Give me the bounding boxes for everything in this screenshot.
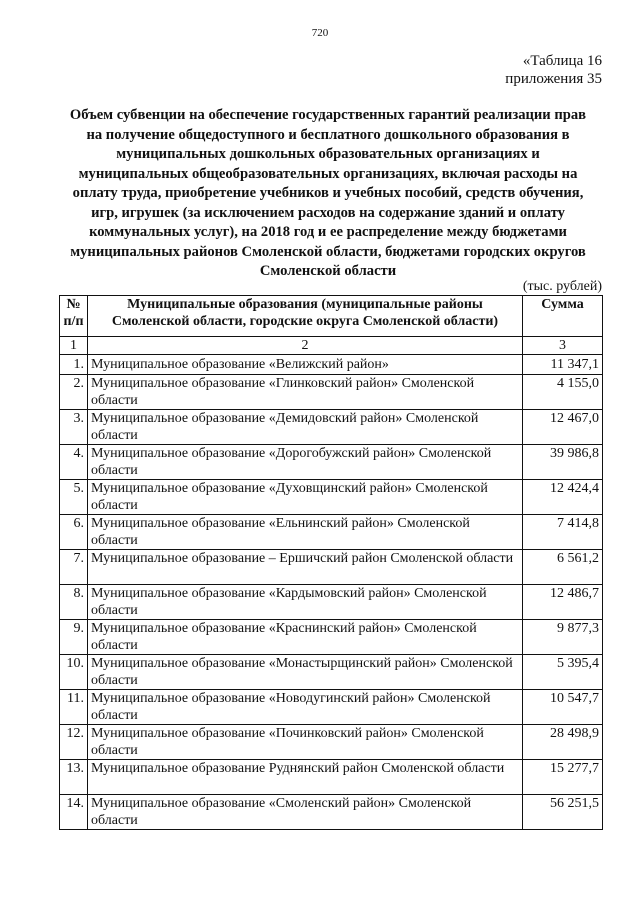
header-municipality-line: Муниципальные образования (муниципальные районы [127,297,483,312]
table-row [60,585,603,620]
title-line: коммунальных услуг), на 2018 год и ее распределение между бюджетами [89,224,567,240]
row-sum: 12 486,7 [523,585,603,620]
column-index-row [60,337,603,355]
table-row [60,655,603,690]
row-municipality: Муниципальное образование «Краснинский район» Смоленской области [88,620,523,655]
units-label: (тыс. рублей) [522,279,602,294]
table-row [60,620,603,655]
page-number: 720 [311,27,329,39]
row-sum: 4 155,0 [523,375,603,410]
row-sum: 39 986,8 [523,445,603,480]
row-number: 10. [60,655,88,690]
header-municipality [88,296,523,337]
header-sum: Сумма [523,296,603,337]
header-number-sign: № [66,297,81,312]
table-row [60,795,603,830]
row-number: 5. [60,480,88,515]
appendix-reference [505,52,602,88]
row-sum: 7 414,8 [523,515,603,550]
appendix-table-label: «Таблица 16 [522,53,602,69]
header-number-abbr: п/п [63,314,84,329]
row-number: 11. [60,690,88,725]
table-row [60,690,603,725]
row-number: 8. [60,585,88,620]
row-municipality: Муниципальное образование «Кардымовский район» Смоленской области [88,585,523,620]
table-row [60,355,603,375]
row-sum: 10 547,7 [523,690,603,725]
row-municipality: Муниципальное образование «Ельнинский район» Смоленской области [88,515,523,550]
header-number [60,296,88,337]
row-municipality: Муниципальное образование «Глинковский район» Смоленской области [88,375,523,410]
subvention-table [59,295,603,830]
row-municipality: Муниципальное образование «Новодугинский район» Смоленской области [88,690,523,725]
row-municipality: Муниципальное образование «Смоленский район» Смоленской области [88,795,523,830]
row-number: 2. [60,375,88,410]
table-row [60,725,603,760]
row-number: 14. [60,795,88,830]
table-row [60,760,603,795]
row-municipality: Муниципальное образование «Духовщинский район» Смоленской области [88,480,523,515]
header-municipality-line: Смоленской области, городские округа Смоленской области) [111,314,499,329]
row-sum: 28 498,9 [523,725,603,760]
row-sum: 6 561,2 [523,550,603,585]
row-municipality: Муниципальное образование – Ершичский район Смоленской области [88,550,523,585]
row-sum: 56 251,5 [523,795,603,830]
row-municipality: Муниципальное образование «Дорогобужский район» Смоленской области [88,445,523,480]
title-line: муниципальных общеобразовательных организациях, включая расходы на [78,165,578,182]
row-sum: 12 424,4 [523,480,603,515]
row-municipality: Муниципальное образование «Монастырщинский район» Смоленской области [88,655,523,690]
row-sum: 12 467,0 [523,410,603,445]
title-line: игр, игрушек (за исключением расходов на содержание зданий и оплату [91,204,565,221]
table-header-row [60,296,603,337]
table-row [60,410,603,445]
row-sum: 11 347,1 [523,355,603,375]
row-municipality: Муниципальное образование «Починковский район» Смоленской области [88,725,523,760]
table-row [60,480,603,515]
row-number: 4. [60,445,88,480]
table-row [60,375,603,410]
table-row [60,550,603,585]
table-row [60,515,603,550]
row-number: 6. [60,515,88,550]
table-row [60,445,603,480]
row-sum: 15 277,7 [523,760,603,795]
row-municipality: Муниципальное образование «Велижский район» [88,355,523,375]
appendix-number-label: приложения 35 [505,71,602,87]
title-line: Смоленской области [259,263,397,279]
row-number: 12. [60,725,88,760]
row-municipality: Муниципальное образование «Демидовский район» Смоленской области [88,410,523,445]
title-line: муниципальных дошкольных образовательных организациях и [116,146,540,162]
column-index: 2 [88,337,523,355]
column-index: 3 [523,337,603,355]
column-index: 1 [60,337,88,355]
row-number: 1. [60,355,88,375]
row-sum: 9 877,3 [523,620,603,655]
title-line: Объем субвенции на обеспечение государственных гарантий реализации прав [69,107,587,123]
row-number: 9. [60,620,88,655]
row-number: 13. [60,760,88,795]
row-number: 7. [60,550,88,585]
row-number: 3. [60,410,88,445]
document-title [58,106,598,282]
row-municipality: Муниципальное образование Руднянский район Смоленской области [88,760,523,795]
title-line: на получение общедоступного и бесплатного дошкольного образования в [86,126,570,143]
title-line: муниципальных районов Смоленской области, бюджетами городских округов [70,243,586,260]
title-line: оплату труда, приобретение учебников и учебных пособий, средств обучения, [72,185,584,201]
row-sum: 5 395,4 [523,655,603,690]
